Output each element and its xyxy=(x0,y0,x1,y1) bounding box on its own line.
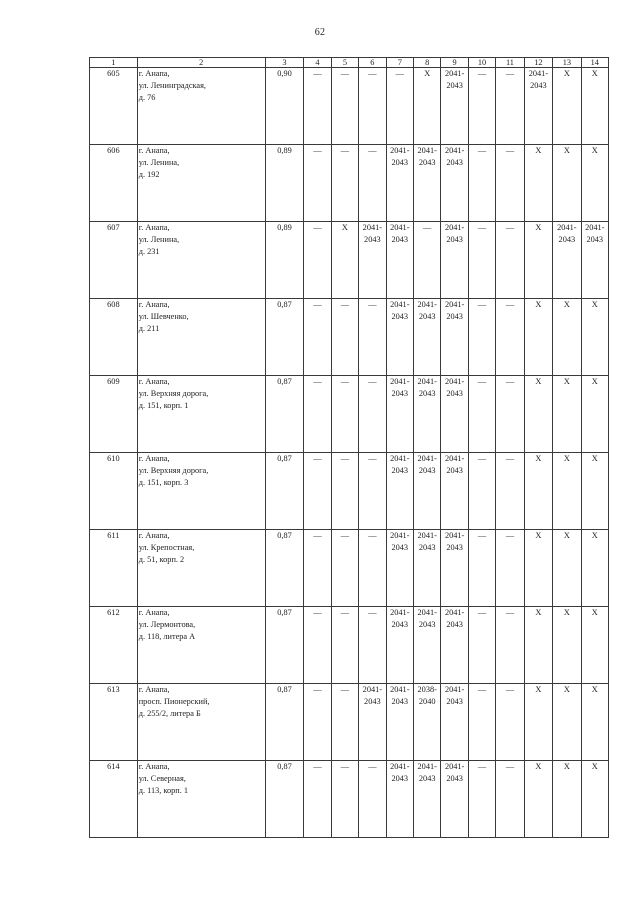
column-number-row xyxy=(90,58,609,68)
address-line: ул. Шевченко, xyxy=(138,312,189,322)
period-cell: X xyxy=(581,530,608,607)
column-header: 1 xyxy=(90,58,138,68)
address-line: г. Анапа, xyxy=(138,146,170,155)
table-row xyxy=(90,299,609,376)
period-cell: — xyxy=(304,145,331,222)
period-cell: — xyxy=(468,761,495,838)
period-cell: — xyxy=(468,299,495,376)
period-cell: 2041- 2043 xyxy=(386,607,413,684)
address-line: г. Анапа, xyxy=(138,762,170,771)
value-cell: 0,87 xyxy=(265,376,304,453)
period-cell: — xyxy=(468,376,495,453)
period-cell: 2041- 2043 xyxy=(386,222,413,299)
address-cell xyxy=(137,299,265,376)
period-cell: X xyxy=(553,607,581,684)
period-cell: 2041- 2043 xyxy=(524,68,552,145)
address-line: г. Анапа, xyxy=(138,685,170,694)
period-cell: X xyxy=(524,761,552,838)
period-cell: 2041- 2043 xyxy=(413,145,440,222)
value-cell: 0,89 xyxy=(265,145,304,222)
period-cell: 2041- 2043 xyxy=(386,684,413,761)
period-cell: — xyxy=(496,145,524,222)
address-line: просп. Пионерский, xyxy=(138,697,210,707)
table-row xyxy=(90,145,609,222)
address-line: ул. Лермонтова, xyxy=(138,620,196,630)
address-line: ул. Ленина, xyxy=(138,158,180,168)
row-number: 607 xyxy=(90,222,138,299)
period-cell: — xyxy=(304,453,331,530)
period-cell: X xyxy=(524,145,552,222)
period-cell: — xyxy=(359,607,386,684)
address-line: д. 118, литера А xyxy=(138,632,196,642)
period-cell: — xyxy=(304,222,331,299)
period-cell: — xyxy=(359,761,386,838)
period-cell: X xyxy=(581,684,608,761)
period-cell: 2041- 2043 xyxy=(581,222,608,299)
period-cell: 2041- 2043 xyxy=(413,299,440,376)
period-cell: — xyxy=(496,222,524,299)
period-cell: — xyxy=(331,607,358,684)
period-cell: — xyxy=(331,684,358,761)
period-cell: 2041- 2043 xyxy=(441,530,468,607)
address-line: д. 76 xyxy=(138,93,156,103)
period-cell: X xyxy=(553,299,581,376)
address-line: ул. Ленина, xyxy=(138,235,180,245)
row-number: 606 xyxy=(90,145,138,222)
period-cell: X xyxy=(581,376,608,453)
period-cell: 2041- 2043 xyxy=(441,222,468,299)
period-cell: — xyxy=(496,453,524,530)
period-cell: 2041- 2043 xyxy=(441,145,468,222)
period-cell: — xyxy=(331,68,358,145)
address-cell xyxy=(137,222,265,299)
period-cell: — xyxy=(496,530,524,607)
period-cell: 2041- 2043 xyxy=(413,453,440,530)
column-header: 10 xyxy=(468,58,495,68)
address-cell xyxy=(137,607,265,684)
table-row xyxy=(90,376,609,453)
period-cell: 2041- 2043 xyxy=(441,299,468,376)
address-line: г. Анапа, xyxy=(138,377,170,386)
period-cell: X xyxy=(524,299,552,376)
address-line: г. Анапа, xyxy=(138,300,170,309)
row-number: 614 xyxy=(90,761,138,838)
column-header: 3 xyxy=(265,58,304,68)
value-cell: 0,87 xyxy=(265,530,304,607)
column-header: 6 xyxy=(359,58,386,68)
value-cell: 0,87 xyxy=(265,761,304,838)
period-cell: — xyxy=(331,453,358,530)
column-header: 12 xyxy=(524,58,552,68)
column-header: 9 xyxy=(441,58,468,68)
period-cell: — xyxy=(304,530,331,607)
period-cell: 2041- 2043 xyxy=(386,145,413,222)
address-cell xyxy=(137,530,265,607)
column-header: 13 xyxy=(553,58,581,68)
column-header: 11 xyxy=(496,58,524,68)
table-row xyxy=(90,684,609,761)
period-cell: X xyxy=(553,761,581,838)
row-number: 613 xyxy=(90,684,138,761)
period-cell: 2041- 2043 xyxy=(386,376,413,453)
address-line: д. 211 xyxy=(138,324,160,334)
address-line: ул. Крепостная, xyxy=(138,543,195,553)
period-cell: X xyxy=(581,299,608,376)
address-line: ул. Ленинградская, xyxy=(138,81,206,91)
period-cell: 2038- 2040 xyxy=(413,684,440,761)
address-line: г. Анапа, xyxy=(138,223,170,232)
value-cell: 0,87 xyxy=(265,299,304,376)
table-row xyxy=(90,761,609,838)
column-header: 8 xyxy=(413,58,440,68)
period-cell: 2041- 2043 xyxy=(359,684,386,761)
period-cell: 2041- 2043 xyxy=(413,607,440,684)
period-cell: — xyxy=(359,376,386,453)
address-line: д. 255/2, литера Б xyxy=(138,709,201,719)
period-cell: — xyxy=(468,684,495,761)
period-cell: X xyxy=(524,684,552,761)
period-cell: X xyxy=(413,68,440,145)
period-cell: 2041- 2043 xyxy=(413,376,440,453)
row-number: 610 xyxy=(90,453,138,530)
address-line: ул. Северная, xyxy=(138,774,186,784)
column-header: 4 xyxy=(304,58,331,68)
period-cell: — xyxy=(496,68,524,145)
address-line: д. 151, корп. 1 xyxy=(138,401,189,411)
period-cell: X xyxy=(553,530,581,607)
row-number: 609 xyxy=(90,376,138,453)
period-cell: X xyxy=(524,453,552,530)
address-line: г. Анапа, xyxy=(138,608,170,617)
period-cell: X xyxy=(553,68,581,145)
period-cell: — xyxy=(331,530,358,607)
period-cell: 2041- 2043 xyxy=(413,761,440,838)
address-cell xyxy=(137,376,265,453)
period-cell: 2041- 2043 xyxy=(359,222,386,299)
period-cell: 2041- 2043 xyxy=(441,684,468,761)
period-cell: 2041- 2043 xyxy=(553,222,581,299)
address-line: д. 51, корп. 2 xyxy=(138,555,185,565)
period-cell: X xyxy=(553,145,581,222)
period-cell: X xyxy=(581,607,608,684)
address-line: д. 231 xyxy=(138,247,160,257)
address-cell xyxy=(137,453,265,530)
value-cell: 0,90 xyxy=(265,68,304,145)
address-line: д. 113, корп. 1 xyxy=(138,786,189,796)
address-line: д. 151, корп. 3 xyxy=(138,478,189,488)
period-cell: — xyxy=(304,761,331,838)
value-cell: 0,87 xyxy=(265,453,304,530)
period-cell: 2041- 2043 xyxy=(386,453,413,530)
page-number: 62 xyxy=(314,27,326,38)
period-cell: — xyxy=(496,761,524,838)
period-cell: — xyxy=(359,145,386,222)
row-number: 612 xyxy=(90,607,138,684)
row-number: 611 xyxy=(90,530,138,607)
period-cell: 2041- 2043 xyxy=(441,376,468,453)
period-cell: — xyxy=(386,68,413,145)
period-cell: 2041- 2043 xyxy=(441,453,468,530)
period-cell: X xyxy=(553,453,581,530)
period-cell: 2041- 2043 xyxy=(441,761,468,838)
period-cell: 2041- 2043 xyxy=(441,607,468,684)
period-cell: — xyxy=(331,376,358,453)
address-line: ул. Верхняя дорога, xyxy=(138,466,209,476)
column-header: 14 xyxy=(581,58,608,68)
period-cell: X xyxy=(524,530,552,607)
period-cell: — xyxy=(359,453,386,530)
address-line: д. 192 xyxy=(138,170,160,180)
period-cell: — xyxy=(468,145,495,222)
value-cell: 0,89 xyxy=(265,222,304,299)
period-cell: — xyxy=(496,376,524,453)
period-cell: X xyxy=(553,376,581,453)
row-number: 605 xyxy=(90,68,138,145)
address-line: г. Анапа, xyxy=(138,69,170,78)
period-cell: 2041- 2043 xyxy=(441,68,468,145)
period-cell: — xyxy=(304,376,331,453)
period-cell: — xyxy=(331,761,358,838)
period-cell: — xyxy=(359,68,386,145)
period-cell: — xyxy=(304,299,331,376)
period-cell: X xyxy=(331,222,358,299)
table-row xyxy=(90,530,609,607)
period-cell: — xyxy=(468,68,495,145)
value-cell: 0,87 xyxy=(265,684,304,761)
period-cell: — xyxy=(413,222,440,299)
address-line: г. Анапа, xyxy=(138,531,170,540)
column-header: 7 xyxy=(386,58,413,68)
period-cell: — xyxy=(468,530,495,607)
period-cell: — xyxy=(331,299,358,376)
period-cell: 2041- 2043 xyxy=(413,530,440,607)
period-cell: X xyxy=(524,376,552,453)
period-cell: — xyxy=(468,222,495,299)
period-cell: — xyxy=(496,607,524,684)
period-cell: — xyxy=(468,453,495,530)
column-header: 5 xyxy=(331,58,358,68)
period-cell: X xyxy=(581,145,608,222)
period-cell: — xyxy=(331,145,358,222)
row-number: 608 xyxy=(90,299,138,376)
table-row xyxy=(90,68,609,145)
period-cell: 2041- 2043 xyxy=(386,299,413,376)
table-row xyxy=(90,607,609,684)
address-cell xyxy=(137,68,265,145)
address-cell xyxy=(137,684,265,761)
period-cell: 2041- 2043 xyxy=(386,530,413,607)
period-cell: — xyxy=(359,299,386,376)
address-line: ул. Верхняя дорога, xyxy=(138,389,209,399)
period-cell: — xyxy=(304,68,331,145)
period-cell: — xyxy=(496,684,524,761)
value-cell: 0,87 xyxy=(265,607,304,684)
address-cell xyxy=(137,145,265,222)
period-cell: — xyxy=(359,530,386,607)
period-cell: X xyxy=(524,222,552,299)
address-line: г. Анапа, xyxy=(138,454,170,463)
period-cell: 2041- 2043 xyxy=(386,761,413,838)
column-header: 2 xyxy=(137,58,265,68)
period-cell: — xyxy=(304,607,331,684)
table-row xyxy=(90,453,609,530)
housing-repair-table xyxy=(89,57,609,838)
address-cell xyxy=(137,761,265,838)
period-cell: X xyxy=(581,761,608,838)
period-cell: — xyxy=(496,299,524,376)
period-cell: — xyxy=(304,684,331,761)
period-cell: — xyxy=(468,607,495,684)
period-cell: X xyxy=(581,453,608,530)
period-cell: X xyxy=(524,607,552,684)
table-row xyxy=(90,222,609,299)
period-cell: X xyxy=(553,684,581,761)
period-cell: X xyxy=(581,68,608,145)
